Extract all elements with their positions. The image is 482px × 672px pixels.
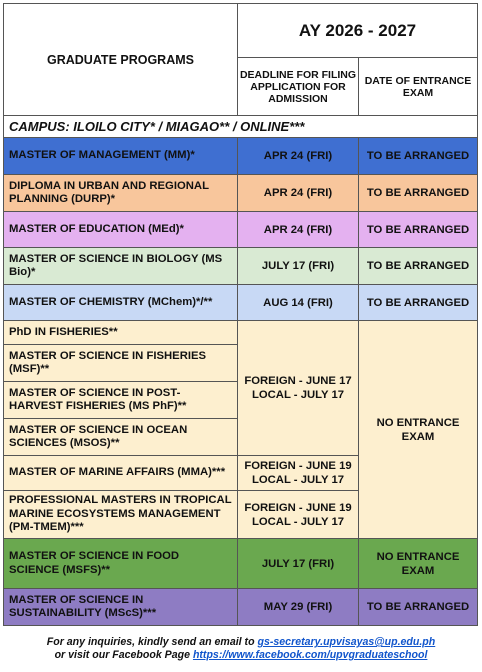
program-name: MASTER OF SCIENCE IN BIOLOGY (MS Bio)* [4,248,238,285]
email-link[interactable]: gs-secretary.upvisayas@up.edu.ph [257,636,436,648]
exam-cell: TO BE ARRANGED [359,248,478,285]
program-name: MASTER OF CHEMISTRY (MChem)*/** [4,285,238,321]
campus-line: CAMPUS: ILOILO CITY* / MIAGAO** / ONLINE*** [4,116,478,138]
table-row [4,321,478,345]
deadline-cell: FOREIGN - JUNE 19 LOCAL - JULY 17 [238,491,359,539]
program-name: MASTER OF MANAGEMENT (MM)* [4,138,238,175]
exam-cell: TO BE ARRANGED [359,589,478,626]
program-name: MASTER OF SCIENCE IN FOOD SCIENCE (MSFS)** [4,539,238,589]
academic-year: AY 2026 - 2027 [238,4,478,58]
table-row [4,589,478,626]
deadline-cell: FOREIGN - JUNE 19 LOCAL - JULY 17 [238,456,359,491]
no-exam-cell: NO ENTRANCE EXAM [359,321,478,539]
programs-header: GRADUATE PROGRAMS [4,4,238,116]
campus-row [4,116,478,138]
exam-cell: TO BE ARRANGED [359,175,478,212]
deadline-cell: APR 24 (FRI) [238,138,359,175]
header-row-1 [4,4,478,58]
exam-cell: TO BE ARRANGED [359,212,478,248]
table-row [4,285,478,321]
exam-cell: TO BE ARRANGED [359,138,478,175]
program-name: MASTER OF SCIENCE IN FISHERIES (MSF)** [4,345,238,382]
deadline-header: DEADLINE FOR FILING APPLICATION FOR ADMISSION [238,58,359,116]
program-name: MASTER OF MARINE AFFAIRS (MMA)*** [4,456,238,491]
deadline-cell: MAY 29 (FRI) [238,589,359,626]
footer-facebook-prefix: or visit our Facebook Page [54,649,193,661]
fisheries-deadline-cell: FOREIGN - JUNE 17 LOCAL - JULY 17 [238,321,359,456]
footer [0,636,482,662]
program-name: PhD IN FISHERIES** [4,321,238,345]
deadline-cell: JULY 17 (FRI) [238,539,359,589]
table-row [4,175,478,212]
table-row [4,539,478,589]
programs-table [3,3,478,626]
footer-email-line [0,636,482,649]
exam-header: DATE OF ENTRANCE EXAM [359,58,478,116]
deadline-cell: APR 24 (FRI) [238,175,359,212]
table-row [4,138,478,175]
table-row [4,248,478,285]
program-name: MASTER OF SCIENCE IN POST-HARVEST FISHERIES (MS PhF)** [4,382,238,419]
exam-cell: TO BE ARRANGED [359,285,478,321]
facebook-link[interactable]: https://www.facebook.com/upvgraduateschool [192,649,428,661]
program-name: MASTER OF SCIENCE IN SUSTAINABILITY (MScS)*** [4,589,238,626]
footer-facebook-line [0,649,482,662]
deadline-cell: APR 24 (FRI) [238,212,359,248]
exam-cell: NO ENTRANCE EXAM [359,539,478,589]
program-name: MASTER OF EDUCATION (MEd)* [4,212,238,248]
program-name: PROFESSIONAL MASTERS IN TROPICAL MARINE ECOSYSTEMS MANAGEMENT (PM-TMEM)*** [4,491,238,539]
program-name: DIPLOMA IN URBAN AND REGIONAL PLANNING (DURP)* [4,175,238,212]
footer-email-prefix: For any inquiries, kindly send an email to [46,636,258,648]
deadline-cell: AUG 14 (FRI) [238,285,359,321]
table-row [4,212,478,248]
program-name: MASTER OF SCIENCE IN OCEAN SCIENCES (MSOS)** [4,419,238,456]
deadline-cell: JULY 17 (FRI) [238,248,359,285]
